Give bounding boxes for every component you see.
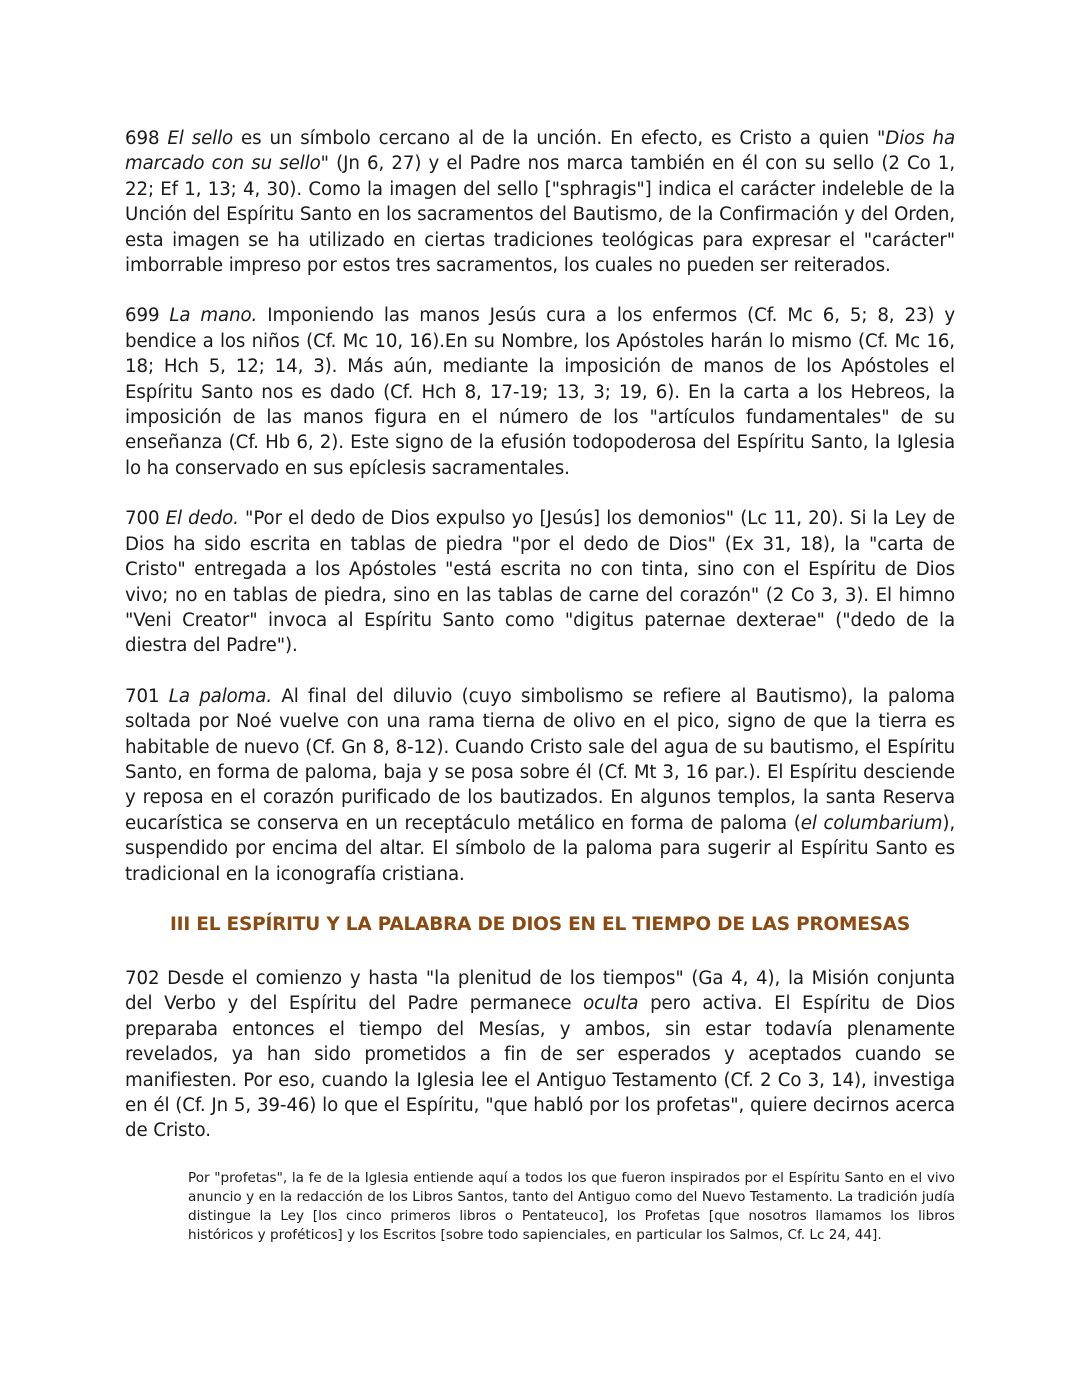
paragraph-number: 700 xyxy=(125,508,160,530)
paragraph-text: Imponiendo las manos Jesús cura a los enfermos (Cf. Mc 6, 5; 8, 23) y bendice a los niños (Cf. Mc 10, 16).En su Nombre, los Apóstoles harán lo mismo (Cf. Mc 16, 18; Hch 5, 12; 14, 3). Más aún, mediante la imposición de manos de los Apóstoles el Espíritu Santo nos es dado (Cf. Hch 8, 17-19; 13, 3; 19, 6). En la carta a los Hebreos, la imposición de las manos figura en el número de los "artículos fundamentales" de su enseñanza (Cf. Hb 6, 2). Este signo de la efusión todopoderosa del Espíritu Santo, la Iglesia lo ha conservado en sus epíclesis sacramentales. xyxy=(125,305,955,479)
paragraph-number: 699 xyxy=(125,305,160,327)
footnote: Por "profetas", la fe de la Iglesia entiende aquí a todos los que fueron inspirados por el Espíritu Santo en el vivo anuncio y en la redacción de los Libros Santos, tanto del Antiguo como del Nuevo Testamento. La tradición judía distingue la Ley [los cinco primeros libros o Pentateuco], los Profetas [que nosotros llamamos los libros históricos y proféticos] y los Escritos [sobre todo sapienciales, en particular los Salmos, Cf. Lc 24, 44]. xyxy=(188,1169,955,1244)
paragraph-text: pero activa. El Espíritu de Dios preparaba entonces el tiempo del Mesías, y ambos, sin estar todavía plenamente revelados, ya han sido prometidos a fin de ser esperados y aceptados cuando se manifiesten. Por eso, cuando la Iglesia lee el Antiguo Testamento (Cf. 2 Co 3, 14), investiga en él (Cf. Jn 5, 39-46) lo que el Espíritu, "que habló por los profetas", quiere decirnos acerca de Cristo. xyxy=(125,993,955,1142)
paragraph-term: El dedo. xyxy=(165,508,239,530)
paragraph-text: (Jn 6, 27) y el Padre nos marca también en él con su sello (2 Co 1, 22; Ef 1, 13; 4, 30). Como la imagen del sello ["sphragis"] indica el carácter indeleble de la Unción del Espíritu Santo en los sacramentos del Bautismo, de la Confirmación y del Orden, esta imagen se ha utilizado en ciertas tradiciones teológicas para expresar el "carácter" imborrable impreso por estos tres sacramentos, los cuales no pueden ser reiterados. xyxy=(125,153,955,277)
paragraph-702 xyxy=(125,966,955,1144)
paragraph-text: 702 Desde el comienzo y hasta "la plenitud de los tiempos" (Ga 4, 4), la Misión conjunta del Verbo y del Espíritu del Padre permanece xyxy=(125,967,955,1015)
document-page xyxy=(125,126,955,1246)
paragraph-text: "Por el dedo de Dios expulso yo [Jesús] los demonios" (Lc 11, 20). Si la Ley de Dios ha sido escrita en tablas de piedra "por el dedo de Dios" (Ex 31, 18), la "carta de Cristo" entregada a los Apóstoles "está escrita no con tinta, sino con el Espíritu de Dios vivo; no en tablas de piedra, sino en las tablas de carne del corazón" (2 Co 3, 3). El himno "Veni Creator" invoca al Espíritu Santo como "digitus paternae dexterae" ("dedo de la diestra del Padre"). xyxy=(125,508,955,657)
paragraph-700 xyxy=(125,506,955,658)
paragraph-text: ), suspendido por encima del altar. El símbolo de la paloma para sugerir al Espíritu Santo es tradicional en la iconografía cristiana. xyxy=(125,812,956,885)
paragraph-701 xyxy=(125,684,955,887)
paragraph-698 xyxy=(125,126,955,278)
paragraph-699 xyxy=(125,303,955,481)
paragraph-text: Al final del diluvio (cuyo simbolismo se refiere al Bautismo), la paloma soltada por Noé vuelve con una rama tierna de olivo en el pico, signo de que la tierra es habitable de nuevo (Cf. Gn 8, 8-12). Cuando Cristo sale del agua de su bautismo, el Espíritu Santo, en forma de paloma, baja y se posa sobre él (Cf. Mt 3, 16 par.). El Espíritu desciende y reposa en el corazón purificado de los bautizados. En algunos templos, la santa Reserva eucarística se conserva en un receptáculo metálico en forma de paloma ( xyxy=(125,685,956,834)
paragraph-number: 701 xyxy=(125,685,160,707)
paragraph-number: 698 xyxy=(125,128,160,149)
paragraph-term: La paloma. xyxy=(168,685,273,707)
section-heading: III EL ESPÍRITU Y LA PALABRA DE DIOS EN EL TIEMPO DE LAS PROMESAS xyxy=(169,913,911,935)
paragraph-term: La mano. xyxy=(169,305,258,327)
paragraph-italic: el columbarium xyxy=(800,812,943,834)
paragraph-quote: "Dios ha marcado con su sello" xyxy=(125,128,955,175)
paragraph-text: es un símbolo cercano al de la unción. En efecto, es Cristo a quien xyxy=(233,128,878,149)
paragraph-term: El sello xyxy=(167,128,234,149)
paragraph-italic: oculta xyxy=(583,993,639,1015)
